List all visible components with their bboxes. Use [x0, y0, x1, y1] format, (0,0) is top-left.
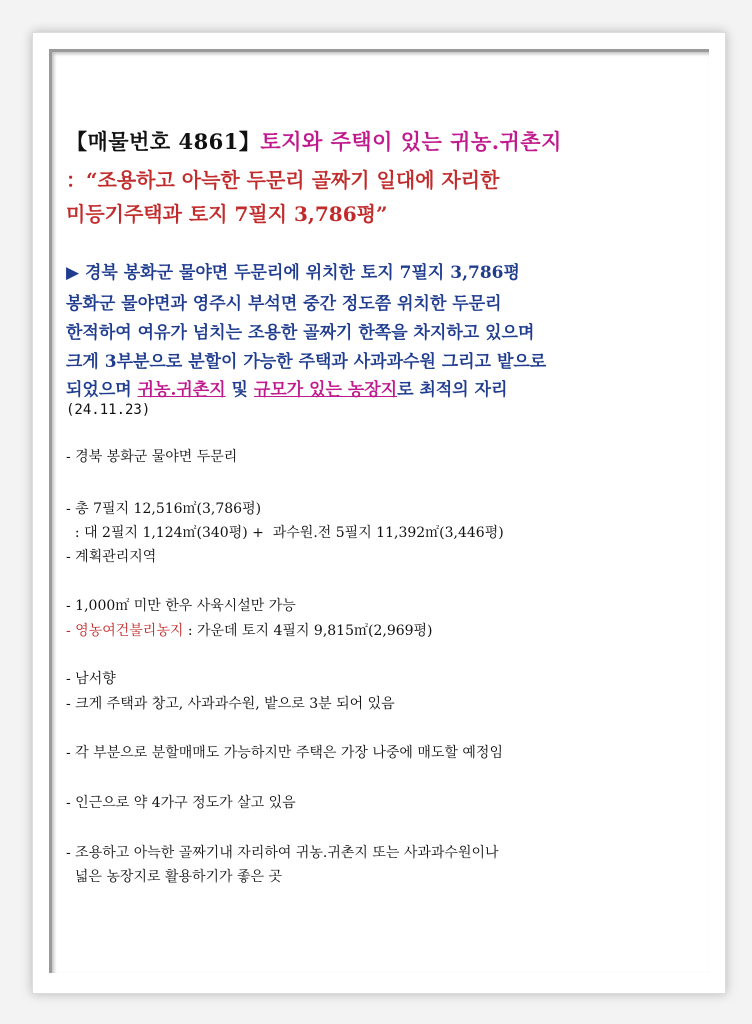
- detail-neighbors: - 인근으로 약 4가구 정도가 살고 있음: [66, 795, 296, 811]
- summary-line-2: 봉화군 물야면과 영주시 부석면 중간 정도쯤 위치한 두문리: [66, 294, 502, 314]
- keyword-large-farm: 규모가 있는 농장지: [253, 380, 398, 400]
- summary-line-4: 크게 3부분으로 분할이 가능한 주택과 사과과수원 그리고 밭으로: [66, 352, 547, 372]
- detail-direction: - 남서향: [66, 671, 116, 687]
- farmland-label: - 영농여건불리농지: [66, 623, 184, 639]
- subtitle-line-1: ：“조용하고 아늑한 두문리 골짜기 일대에 자리한: [66, 168, 500, 192]
- summary-line-3: 한적하여 여유가 넘치는 조용한 골짜기 한쪽을 차지하고 있으며: [66, 323, 535, 343]
- keyword-return-farm: 귀농.귀촌지: [137, 380, 226, 400]
- summary-line-5: [66, 375, 508, 400]
- detail-address: - 경북 봉화군 물야면 두문리: [66, 449, 238, 465]
- summary-line-5-post: 로 최적의 자리: [397, 380, 508, 400]
- farmland-detail: : 가운데 토지 4필지 9,815㎡(2,969평): [183, 623, 433, 639]
- detail-area-total: - 총 7필지 12,516㎡(3,786평): [66, 501, 262, 517]
- listing-date: (24.11.23): [66, 402, 151, 418]
- subtitle-line-2: 미등기주택과 토지 7필지 3,786평”: [66, 202, 388, 226]
- summary-line-1: ▶ 경북 봉화군 물야면 두문리에 위치한 토지 7필지 3,786평: [66, 263, 520, 283]
- detail-use-line-1: - 조용하고 아늑한 골짜기내 자리하여 귀농.귀촌지 또는 사과과수원이나: [66, 845, 499, 861]
- summary-line-5-mid: 및: [225, 380, 254, 400]
- listing-title: [66, 126, 562, 156]
- detail-restriction: - 1,000㎡ 미만 한우 사육시설만 가능: [66, 598, 296, 614]
- detail-area-breakdown: : 대 2필지 1,124㎡(340평) + 과수원.전 5필지 11,392㎡(3,446평): [66, 525, 504, 541]
- detail-farmland: [66, 620, 433, 640]
- detail-zoning: - 계획관리지역: [66, 549, 157, 565]
- listing-headline: 토지와 주택이 있는 귀농.귀촌지: [260, 129, 562, 154]
- detail-use-line-2: 넓은 농장지로 활용하기가 좋은 곳: [66, 869, 283, 885]
- listing-number: 【매물번호 4861】: [66, 129, 261, 154]
- detail-sale-note: - 각 부분으로 분할매매도 가능하지만 주택은 가장 나중에 매도할 예정임: [66, 745, 503, 761]
- detail-division: - 크게 주택과 창고, 사과과수원, 밭으로 3분 되어 있음: [66, 696, 395, 712]
- summary-line-5-pre: 되었으며: [66, 380, 138, 400]
